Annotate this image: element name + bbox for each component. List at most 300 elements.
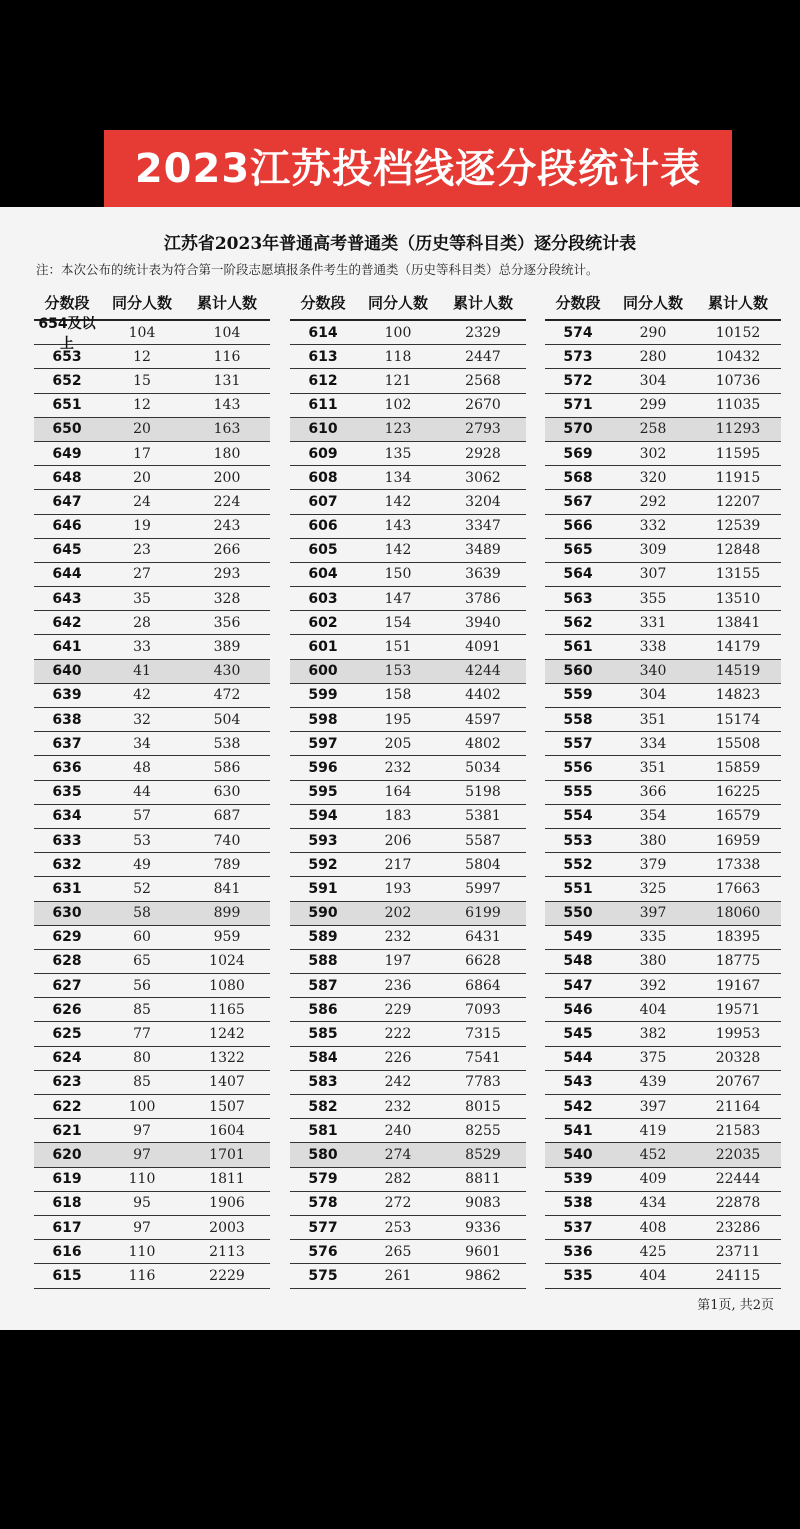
- cumulative-cell: 15174: [715, 711, 761, 728]
- score-cell: 542: [563, 1098, 593, 1115]
- score-cell: 575: [308, 1267, 338, 1284]
- cumulative-cell: 9336: [465, 1219, 501, 1236]
- table-row: [545, 1022, 781, 1046]
- table-row: [545, 611, 781, 635]
- same-count-cell: 425: [639, 1243, 667, 1260]
- table-row: [34, 998, 270, 1022]
- same-count-cell: 232: [384, 929, 412, 946]
- table-column-3: [545, 285, 781, 1289]
- cumulative-cell: 6864: [465, 977, 501, 994]
- score-cell: 635: [52, 784, 82, 801]
- score-cell: 582: [308, 1098, 338, 1115]
- same-count-cell: 102: [384, 397, 412, 414]
- table-row: [34, 418, 270, 442]
- table-row: [34, 442, 270, 466]
- table-column-1: [34, 285, 270, 1289]
- same-count-cell: 80: [133, 1050, 151, 1067]
- table-row: [34, 926, 270, 950]
- cumulative-cell: 740: [213, 832, 241, 849]
- table-row: [290, 369, 526, 393]
- table-row: [290, 950, 526, 974]
- score-cell: 620: [52, 1146, 82, 1163]
- score-cell: 647: [52, 493, 82, 510]
- table-row: [34, 1168, 270, 1192]
- same-count-cell: 150: [384, 566, 412, 583]
- table-row: [290, 1192, 526, 1216]
- score-cell: 639: [52, 687, 82, 704]
- table-row: [290, 611, 526, 635]
- score-cell: 610: [308, 421, 338, 438]
- score-cell: 594: [308, 808, 338, 825]
- score-cell: 595: [308, 784, 338, 801]
- sheet-note: 注：本次公布的统计表为符合第一阶段志愿填报条件考生的普通类（历史等科目类）总分逐分段统计。: [36, 262, 599, 277]
- score-cell: 536: [563, 1243, 593, 1260]
- score-cell: 569: [563, 445, 593, 462]
- cumulative-cell: 3786: [465, 590, 501, 607]
- same-count-cell: 32: [133, 711, 151, 728]
- same-count-cell: 142: [384, 493, 412, 510]
- table-row: [34, 732, 270, 756]
- table-row: [545, 829, 781, 853]
- same-count-cell: 158: [384, 687, 412, 704]
- table-header: [290, 285, 526, 321]
- score-cell: 558: [563, 711, 593, 728]
- table-row: [545, 805, 781, 829]
- score-cell: 638: [52, 711, 82, 728]
- table-row: [290, 1095, 526, 1119]
- table-row: [290, 1143, 526, 1167]
- same-count-cell: 302: [639, 445, 667, 462]
- cumulative-cell: 14179: [715, 639, 761, 656]
- score-cell: 541: [563, 1122, 593, 1139]
- same-count-cell: 41: [133, 663, 151, 680]
- same-count-cell: 44: [133, 784, 151, 801]
- cumulative-cell: 2447: [465, 348, 501, 365]
- score-cell: 641: [52, 639, 82, 656]
- same-count-cell: 397: [639, 905, 667, 922]
- same-count-cell: 195: [384, 711, 412, 728]
- cumulative-cell: 389: [213, 639, 241, 656]
- score-cell: 590: [308, 905, 338, 922]
- header-score: 分数段: [300, 293, 346, 312]
- score-cell: 619: [52, 1171, 82, 1188]
- table-row: [545, 902, 781, 926]
- score-cell: 548: [563, 953, 593, 970]
- same-count-cell: 97: [133, 1146, 151, 1163]
- table-row: [290, 877, 526, 901]
- cumulative-cell: 5198: [465, 784, 501, 801]
- cumulative-cell: 3940: [465, 614, 501, 631]
- table-row: [290, 805, 526, 829]
- score-cell: 626: [52, 1001, 82, 1018]
- table-row: [545, 539, 781, 563]
- cumulative-cell: 17663: [715, 880, 761, 897]
- score-cell: 636: [52, 759, 82, 776]
- same-count-cell: 434: [639, 1195, 667, 1212]
- same-count-cell: 290: [639, 324, 667, 341]
- same-count-cell: 142: [384, 542, 412, 559]
- same-count-cell: 19: [133, 518, 151, 535]
- header-cumulative: 累计人数: [707, 293, 768, 312]
- same-count-cell: 206: [384, 832, 412, 849]
- same-count-cell: 28: [133, 614, 151, 631]
- score-cell: 553: [563, 832, 593, 849]
- score-cell: 627: [52, 977, 82, 994]
- same-count-cell: 60: [133, 929, 151, 946]
- score-cell: 605: [308, 542, 338, 559]
- cumulative-cell: 8811: [465, 1171, 501, 1188]
- table-row: [34, 1216, 270, 1240]
- table-row: [545, 781, 781, 805]
- same-count-cell: 351: [639, 711, 667, 728]
- same-count-cell: 205: [384, 735, 412, 752]
- same-count-cell: 280: [639, 348, 667, 365]
- cumulative-cell: 22444: [715, 1171, 761, 1188]
- same-count-cell: 12: [133, 348, 151, 365]
- same-count-cell: 135: [384, 445, 412, 462]
- same-count-cell: 397: [639, 1098, 667, 1115]
- cumulative-cell: 116: [213, 348, 241, 365]
- same-count-cell: 104: [128, 324, 156, 341]
- table-row: [34, 781, 270, 805]
- score-cell: 631: [52, 880, 82, 897]
- header-same-count: 同分人数: [111, 293, 172, 312]
- cumulative-cell: 3062: [465, 469, 501, 486]
- cumulative-cell: 5587: [465, 832, 501, 849]
- cumulative-cell: 1080: [209, 977, 245, 994]
- score-cell: 640: [52, 663, 82, 680]
- cumulative-cell: 4597: [465, 711, 501, 728]
- same-count-cell: 153: [384, 663, 412, 680]
- same-count-cell: 42: [133, 687, 151, 704]
- same-count-cell: 134: [384, 469, 412, 486]
- cumulative-cell: 5381: [465, 808, 501, 825]
- score-cell: 535: [563, 1267, 593, 1284]
- cumulative-cell: 7315: [465, 1026, 501, 1043]
- table-row: [290, 1168, 526, 1192]
- score-cell: 547: [563, 977, 593, 994]
- cumulative-cell: 16959: [715, 832, 761, 849]
- score-cell: 556: [563, 759, 593, 776]
- score-cell: 591: [308, 880, 338, 897]
- score-cell: 593: [308, 832, 338, 849]
- sheet-title: 江苏省2023年普通高考普通类（历史等科目类）逐分段统计表: [163, 234, 637, 254]
- table-row: [545, 587, 781, 611]
- cumulative-cell: 23711: [715, 1243, 761, 1260]
- score-cell: 585: [308, 1026, 338, 1043]
- table-row: [34, 684, 270, 708]
- cumulative-cell: 504: [213, 711, 241, 728]
- cumulative-cell: 841: [213, 880, 241, 897]
- table-row: [545, 684, 781, 708]
- score-cell: 587: [308, 977, 338, 994]
- cumulative-cell: 6628: [465, 953, 501, 970]
- table-row: [290, 998, 526, 1022]
- same-count-cell: 49: [133, 856, 151, 873]
- table-row: [545, 466, 781, 490]
- score-cell: 564: [563, 566, 593, 583]
- cumulative-cell: 24115: [715, 1267, 761, 1284]
- table-row: [545, 1047, 781, 1071]
- table-row: [34, 515, 270, 539]
- score-cell: 583: [308, 1074, 338, 1091]
- same-count-cell: 354: [639, 808, 667, 825]
- score-cell: 577: [308, 1219, 338, 1236]
- same-count-cell: 226: [384, 1050, 412, 1067]
- score-cell: 581: [308, 1122, 338, 1139]
- same-count-cell: 58: [133, 905, 151, 922]
- same-count-cell: 292: [639, 493, 667, 510]
- cumulative-cell: 21583: [715, 1122, 761, 1139]
- score-cell: 551: [563, 880, 593, 897]
- same-count-cell: 48: [133, 759, 151, 776]
- table-row: [290, 466, 526, 490]
- cumulative-cell: 200: [213, 469, 241, 486]
- score-cell: 598: [308, 711, 338, 728]
- score-cell: 612: [308, 372, 338, 389]
- score-cell: 549: [563, 929, 593, 946]
- score-cell: 578: [308, 1195, 338, 1212]
- header-cumulative: 累计人数: [452, 293, 513, 312]
- score-cell: 537: [563, 1219, 593, 1236]
- table-row: [290, 660, 526, 684]
- score-cell: 649: [52, 445, 82, 462]
- table-row: [545, 926, 781, 950]
- score-cell: 554: [563, 808, 593, 825]
- same-count-cell: 222: [384, 1026, 412, 1043]
- cumulative-cell: 789: [213, 856, 241, 873]
- same-count-cell: 20: [133, 421, 151, 438]
- score-cell: 611: [308, 397, 338, 414]
- table-row: [34, 587, 270, 611]
- cumulative-cell: 22035: [715, 1146, 761, 1163]
- cumulative-cell: 687: [213, 808, 241, 825]
- cumulative-cell: 1811: [209, 1171, 245, 1188]
- same-count-cell: 404: [639, 1267, 667, 1284]
- same-count-cell: 183: [384, 808, 412, 825]
- table-row: [34, 1071, 270, 1095]
- cumulative-cell: 3347: [465, 518, 501, 535]
- table-row: [290, 442, 526, 466]
- score-cell: 562: [563, 614, 593, 631]
- table-row: [34, 345, 270, 369]
- same-count-cell: 24: [133, 493, 151, 510]
- table-row: [34, 369, 270, 393]
- score-cell: 633: [52, 832, 82, 849]
- same-count-cell: 118: [384, 348, 412, 365]
- same-count-cell: 320: [639, 469, 667, 486]
- same-count-cell: 392: [639, 977, 667, 994]
- cumulative-cell: 2229: [209, 1267, 245, 1284]
- same-count-cell: 34: [133, 735, 151, 752]
- cumulative-cell: 19571: [715, 1001, 761, 1018]
- same-count-cell: 309: [639, 542, 667, 559]
- cumulative-cell: 8255: [465, 1122, 501, 1139]
- table-row: [545, 660, 781, 684]
- cumulative-cell: 1604: [209, 1122, 245, 1139]
- score-cell: 555: [563, 784, 593, 801]
- cumulative-cell: 18395: [715, 929, 761, 946]
- cumulative-cell: 293: [213, 566, 241, 583]
- score-cell: 543: [563, 1074, 593, 1091]
- cumulative-cell: 18060: [715, 905, 761, 922]
- table-row: [34, 635, 270, 659]
- table-row: [290, 587, 526, 611]
- cumulative-cell: 16579: [715, 808, 761, 825]
- score-cell: 552: [563, 856, 593, 873]
- same-count-cell: 332: [639, 518, 667, 535]
- table-row: [290, 684, 526, 708]
- same-count-cell: 20: [133, 469, 151, 486]
- same-count-cell: 17: [133, 445, 151, 462]
- cumulative-cell: 224: [213, 493, 241, 510]
- same-count-cell: 379: [639, 856, 667, 873]
- same-count-cell: 299: [639, 397, 667, 414]
- cumulative-cell: 3639: [465, 566, 501, 583]
- table-row: [545, 490, 781, 514]
- score-cell: 576: [308, 1243, 338, 1260]
- table-row: [34, 950, 270, 974]
- table-row: [34, 660, 270, 684]
- cumulative-cell: 9083: [465, 1195, 501, 1212]
- cumulative-cell: 3204: [465, 493, 501, 510]
- table-row: [290, 781, 526, 805]
- cumulative-cell: 7541: [465, 1050, 501, 1067]
- table-row: [290, 635, 526, 659]
- same-count-cell: 282: [384, 1171, 412, 1188]
- cumulative-cell: 19167: [715, 977, 761, 994]
- table-row: [545, 1095, 781, 1119]
- score-cell: 654及以上: [38, 315, 96, 352]
- cumulative-cell: 2113: [209, 1243, 245, 1260]
- same-count-cell: 258: [639, 421, 667, 438]
- same-count-cell: 340: [639, 663, 667, 680]
- cumulative-cell: 266: [213, 542, 241, 559]
- same-count-cell: 272: [384, 1195, 412, 1212]
- table-row: [290, 708, 526, 732]
- same-count-cell: 334: [639, 735, 667, 752]
- cumulative-cell: 17338: [715, 856, 761, 873]
- table-row: [34, 1047, 270, 1071]
- cumulative-cell: 2670: [465, 397, 501, 414]
- table-row: [290, 1022, 526, 1046]
- score-cell: 540: [563, 1146, 593, 1163]
- table-row: [290, 1071, 526, 1095]
- cumulative-cell: 1701: [209, 1146, 245, 1163]
- table-row: [34, 1095, 270, 1119]
- score-cell: 567: [563, 493, 593, 510]
- cumulative-cell: 19953: [715, 1026, 761, 1043]
- cumulative-cell: 20328: [715, 1050, 761, 1067]
- cumulative-cell: 14519: [715, 663, 761, 680]
- table-row: [545, 950, 781, 974]
- cumulative-cell: 9862: [465, 1267, 501, 1284]
- same-count-cell: 15: [133, 372, 151, 389]
- header-cumulative: 累计人数: [196, 293, 257, 312]
- same-count-cell: 197: [384, 953, 412, 970]
- cumulative-cell: 18775: [715, 953, 761, 970]
- table-row: [34, 708, 270, 732]
- table-row: [290, 418, 526, 442]
- table-row: [545, 877, 781, 901]
- cumulative-cell: 20767: [715, 1074, 761, 1091]
- same-count-cell: 85: [133, 1074, 151, 1091]
- same-count-cell: 265: [384, 1243, 412, 1260]
- same-count-cell: 307: [639, 566, 667, 583]
- score-cell: 617: [52, 1219, 82, 1236]
- same-count-cell: 147: [384, 590, 412, 607]
- same-count-cell: 338: [639, 639, 667, 656]
- cumulative-cell: 15859: [715, 759, 761, 776]
- same-count-cell: 240: [384, 1122, 412, 1139]
- same-count-cell: 335: [639, 929, 667, 946]
- score-cell: 546: [563, 1001, 593, 1018]
- table-row: [290, 974, 526, 998]
- cumulative-cell: 9601: [465, 1243, 501, 1260]
- score-cell: 650: [52, 421, 82, 438]
- table-row: [34, 1264, 270, 1288]
- cumulative-cell: 1407: [209, 1074, 245, 1091]
- same-count-cell: 325: [639, 880, 667, 897]
- table-row: [545, 1071, 781, 1095]
- score-cell: 618: [52, 1195, 82, 1212]
- table-row: [34, 1240, 270, 1264]
- cumulative-cell: 11035: [715, 397, 761, 414]
- score-cell: 632: [52, 856, 82, 873]
- table-row: [290, 515, 526, 539]
- score-cell: 592: [308, 856, 338, 873]
- table-row: [290, 321, 526, 345]
- same-count-cell: 232: [384, 759, 412, 776]
- score-cell: 644: [52, 566, 82, 583]
- score-cell: 614: [308, 324, 338, 341]
- score-cell: 630: [52, 905, 82, 922]
- table-column-2: [290, 285, 526, 1289]
- table-row: [34, 1192, 270, 1216]
- same-count-cell: 202: [384, 905, 412, 922]
- table-row: [290, 394, 526, 418]
- same-count-cell: 154: [384, 614, 412, 631]
- cumulative-cell: 15508: [715, 735, 761, 752]
- table-row: [290, 829, 526, 853]
- table-row: [545, 998, 781, 1022]
- score-cell: 574: [563, 324, 593, 341]
- cumulative-cell: 12539: [715, 518, 761, 535]
- same-count-cell: 23: [133, 542, 151, 559]
- cumulative-cell: 4802: [465, 735, 501, 752]
- table-row: [34, 902, 270, 926]
- cumulative-cell: 10432: [715, 348, 761, 365]
- table-row: [290, 1264, 526, 1288]
- table-row: [545, 1264, 781, 1288]
- cumulative-cell: 6199: [465, 905, 501, 922]
- table-row: [34, 853, 270, 877]
- score-cell: 615: [52, 1267, 82, 1284]
- score-cell: 570: [563, 421, 593, 438]
- score-cell: 648: [52, 469, 82, 486]
- same-count-cell: 110: [128, 1171, 156, 1188]
- table-row: [34, 756, 270, 780]
- cumulative-cell: 5997: [465, 880, 501, 897]
- table-row: [34, 829, 270, 853]
- score-cell: 628: [52, 953, 82, 970]
- cumulative-cell: 13155: [715, 566, 761, 583]
- same-count-cell: 123: [384, 421, 412, 438]
- table-row: [290, 1216, 526, 1240]
- cumulative-cell: 5034: [465, 759, 501, 776]
- same-count-cell: 95: [133, 1195, 151, 1212]
- cumulative-cell: 2003: [209, 1219, 245, 1236]
